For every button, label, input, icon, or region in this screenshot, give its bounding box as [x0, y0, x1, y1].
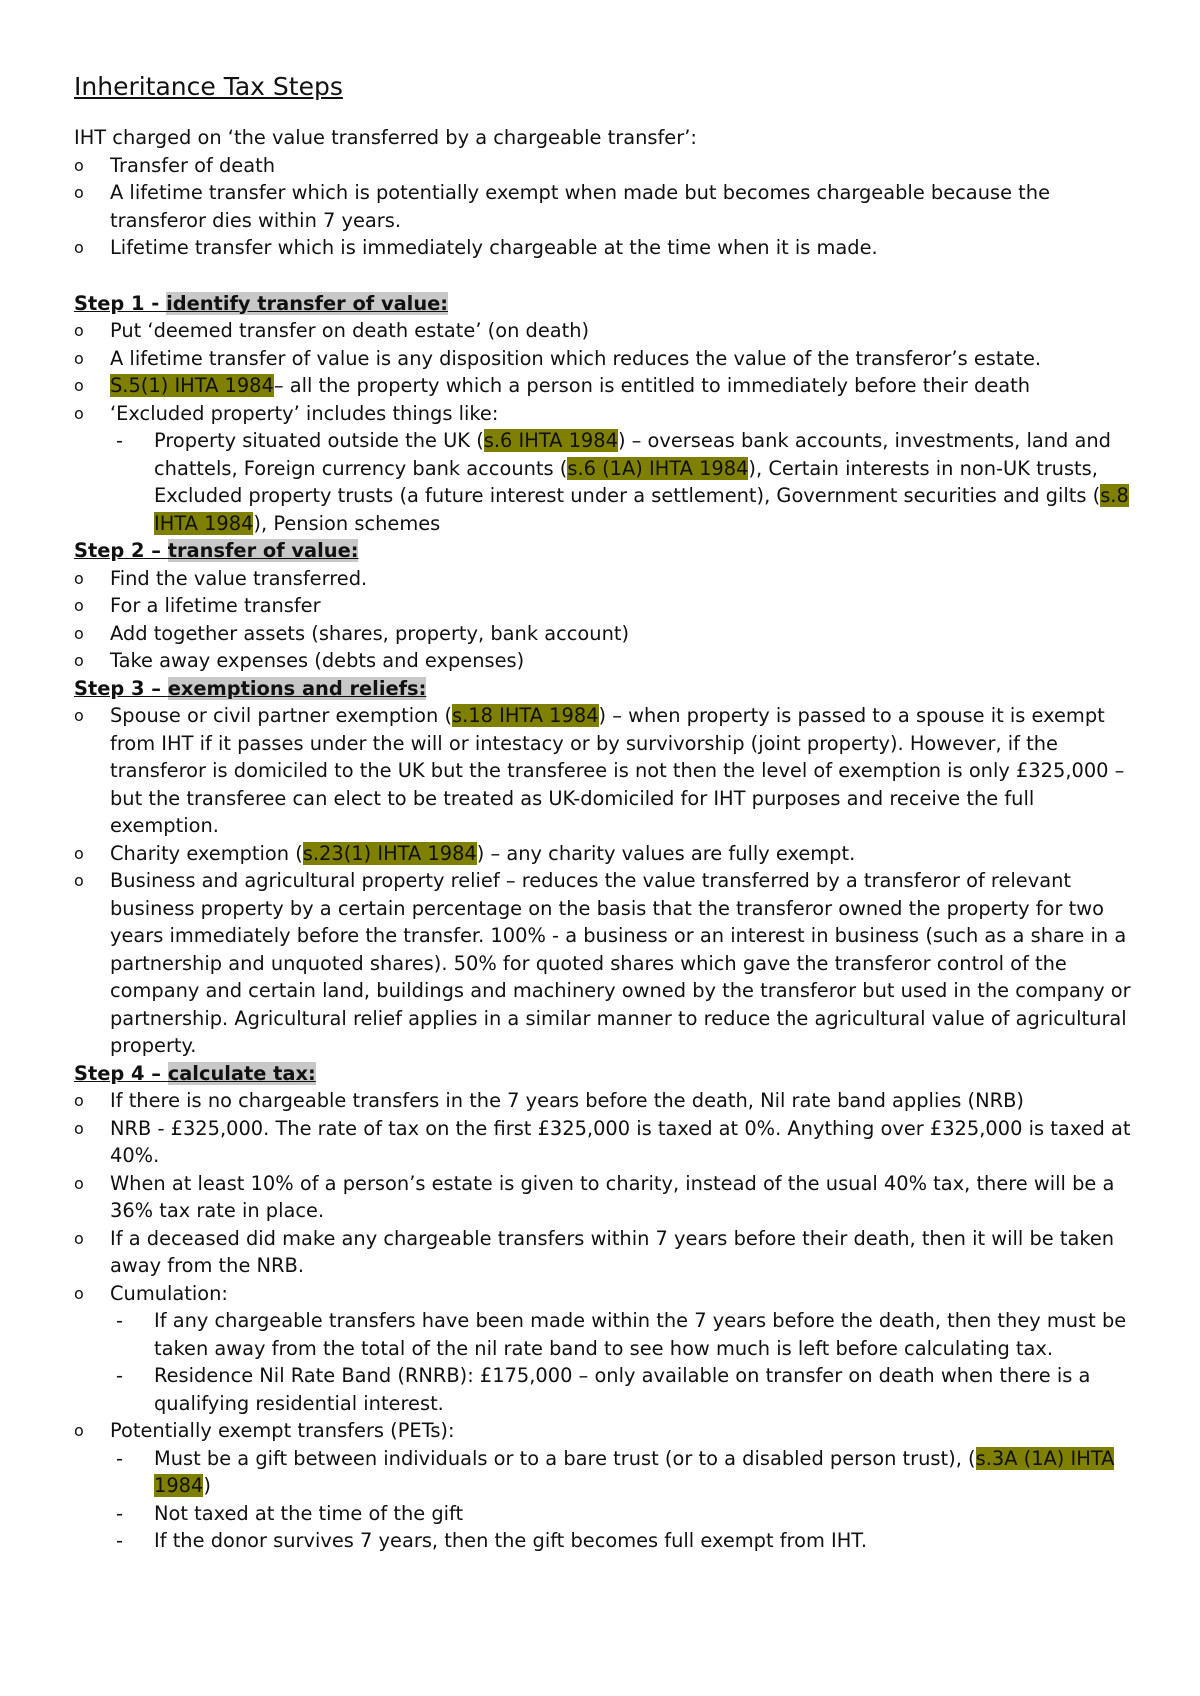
step-prefix: Step 3 – — [74, 676, 168, 700]
sub-list-item: - If the donor survives 7 years, then the gift becomes full exempt from IHT. — [110, 1527, 1144, 1555]
list-item: o S.5(1) IHTA 1984– all the property which a person is entitled to immediately before their death — [74, 372, 1144, 400]
statute-reference: S.5(1) IHTA 1984 — [110, 374, 274, 397]
step-4-heading — [74, 1060, 1144, 1088]
statute-reference: s.18 IHTA 1984 — [452, 704, 599, 727]
document-page — [74, 70, 1144, 1555]
pets-list — [110, 1445, 1144, 1555]
sub-list-item: - If any chargeable transfers have been made within the 7 years before the death, then they must be taken away from the total of the nil rate band to see how much is left before calculating tax. — [110, 1307, 1144, 1362]
list-item: o If a deceased did make any chargeable transfers within 7 years before their death, then it will be taken away from the NRB. — [74, 1225, 1144, 1280]
list-item: o For a lifetime transfer — [74, 592, 1144, 620]
step-title: transfer of value: — [167, 539, 359, 562]
list-item: o A lifetime transfer which is potentially exempt when made but becomes chargeable because the transferor dies within 7 years. — [74, 179, 1144, 234]
sub-list-item: - Residence Nil Rate Band (RNRB): £175,000 – only available on transfer on death when there is a qualifying residential interest. — [110, 1362, 1144, 1417]
list-item: o Put ‘deemed transfer on death estate’ (on death) — [74, 317, 1144, 345]
list-item: o Find the value transferred. — [74, 565, 1144, 593]
list-item: o Charity exemption (s.23(1) IHTA 1984) – any charity values are fully exempt. — [74, 840, 1144, 868]
sub-list-item: - Must be a gift between individuals or to a bare trust (or to a disabled person trust), (s.3A (1A) IHTA 1984) — [110, 1445, 1144, 1500]
page-title: Inheritance Tax Steps — [74, 72, 343, 101]
statute-reference: s.3A (1A) IHTA 1984 — [154, 1446, 1115, 1497]
list-item: o Business and agricultural property relief – reduces the value transferred by a transferor of relevant business property by a certain percentage on the basis that the transferor owned the property for two years immediately before the transfer. 100% - a business or an interest in business (such as a share in a partnership and unquoted shares). 50% for quoted shares which gave the transferor control of the company and certain land, buildings and machinery owned by the transferor but used in the company or partnership. Agricultural relief applies in a similar manner to reduce the agricultural value of agricultural property. — [74, 867, 1144, 1060]
step-1-heading — [74, 290, 1144, 318]
step-2-heading — [74, 537, 1144, 565]
step-prefix: Step 4 – — [74, 1061, 168, 1085]
list-item: o Take away expenses (debts and expenses) — [74, 647, 1144, 675]
intro-list — [74, 152, 1144, 262]
statute-reference: s.23(1) IHTA 1984 — [302, 841, 477, 865]
step-1-list — [74, 317, 1144, 537]
cumulation-list — [110, 1307, 1144, 1417]
list-item: o Potentially exempt transfers (PETs): - Must be a gift between individuals or to a bare trust (or to a disabled person trust), (s.3A (1A) IHTA 1984) - Not taxed at the time of the gift - If the donor survives 7 years, then the gift becomes full exempt from IHT. — [74, 1417, 1144, 1555]
step-3-heading — [74, 675, 1144, 703]
step-prefix: Step 1 - — [74, 291, 167, 315]
list-item: o Lifetime transfer which is immediately chargeable at the time when it is made. — [74, 234, 1144, 262]
statute-reference: s.6 (1A) IHTA 1984 — [567, 456, 749, 480]
intro-text: IHT charged on ‘the value transferred by a chargeable transfer’: — [74, 126, 697, 149]
step-3-list — [74, 702, 1144, 1060]
step-title: identify transfer of value: — [166, 291, 449, 315]
list-item: o When at least 10% of a person’s estate is given to charity, instead of the usual 40% tax, there will be a 36% tax rate in place. — [74, 1170, 1144, 1225]
step-prefix: Step 2 – — [74, 539, 168, 562]
step-4-list — [74, 1087, 1144, 1555]
step-title: exemptions and reliefs: — [167, 676, 427, 700]
sub-list-item: - Not taxed at the time of the gift — [110, 1500, 1144, 1528]
list-item: o Transfer of death — [74, 152, 1144, 180]
list-item: o Cumulation: - If any chargeable transfers have been made within the 7 years before the death, then they must be taken away from the total of the nil rate band to see how much is left before calculating tax. - Residence Nil Rate Band (RNRB): £175,000 – only available on transfer on death when there is a qualifying residential interest. — [74, 1280, 1144, 1418]
list-item: o A lifetime transfer of value is any disposition which reduces the value of the transferor’s estate. — [74, 345, 1144, 373]
list-item: o ‘Excluded property’ includes things like: - Property situated outside the UK (s.6 IHTA 1984) – overseas bank accounts, investments, land and chattels, Foreign currency bank accounts (s.6 (1A) IHTA 1984), Certain interests in non-UK trusts, Excluded property trusts (a future interest under a settlement), Government securities and gilts (s.8 IHTA 1984), Pension schemes — [74, 400, 1144, 538]
list-item: o Add together assets (shares, property, bank account) — [74, 620, 1144, 648]
list-item: o If there is no chargeable transfers in the 7 years before the death, Nil rate band applies (NRB) — [74, 1087, 1144, 1115]
step-title: calculate tax: — [167, 1061, 316, 1085]
list-item: o Spouse or civil partner exemption (s.18 IHTA 1984) – when property is passed to a spouse it is exempt from IHT if it passes under the will or intestacy or by survivorship (joint property). However, if the transferor is domiciled to the UK but the transferee is not then the level of exemption is only £325,000 – but the transferee can elect to be treated as UK-domiciled for IHT purposes and receive the full exemption. — [74, 702, 1144, 840]
list-item: o NRB - £325,000. The rate of tax on the first £325,000 is taxed at 0%. Anything over £325,000 is taxed at 40%. — [74, 1115, 1144, 1170]
excluded-property-list — [110, 427, 1144, 537]
sub-list-item: - Property situated outside the UK (s.6 IHTA 1984) – overseas bank accounts, investments, land and chattels, Foreign currency bank accounts (s.6 (1A) IHTA 1984), Certain interests in non-UK trusts, Excluded property trusts (a future interest under a settlement), Government securities and gilts (s.8 IHTA 1984), Pension schemes — [110, 427, 1144, 537]
statute-reference: s.6 IHTA 1984 — [483, 429, 618, 452]
step-2-list — [74, 565, 1144, 675]
statute-reference: s.8 IHTA 1984 — [154, 484, 1129, 535]
